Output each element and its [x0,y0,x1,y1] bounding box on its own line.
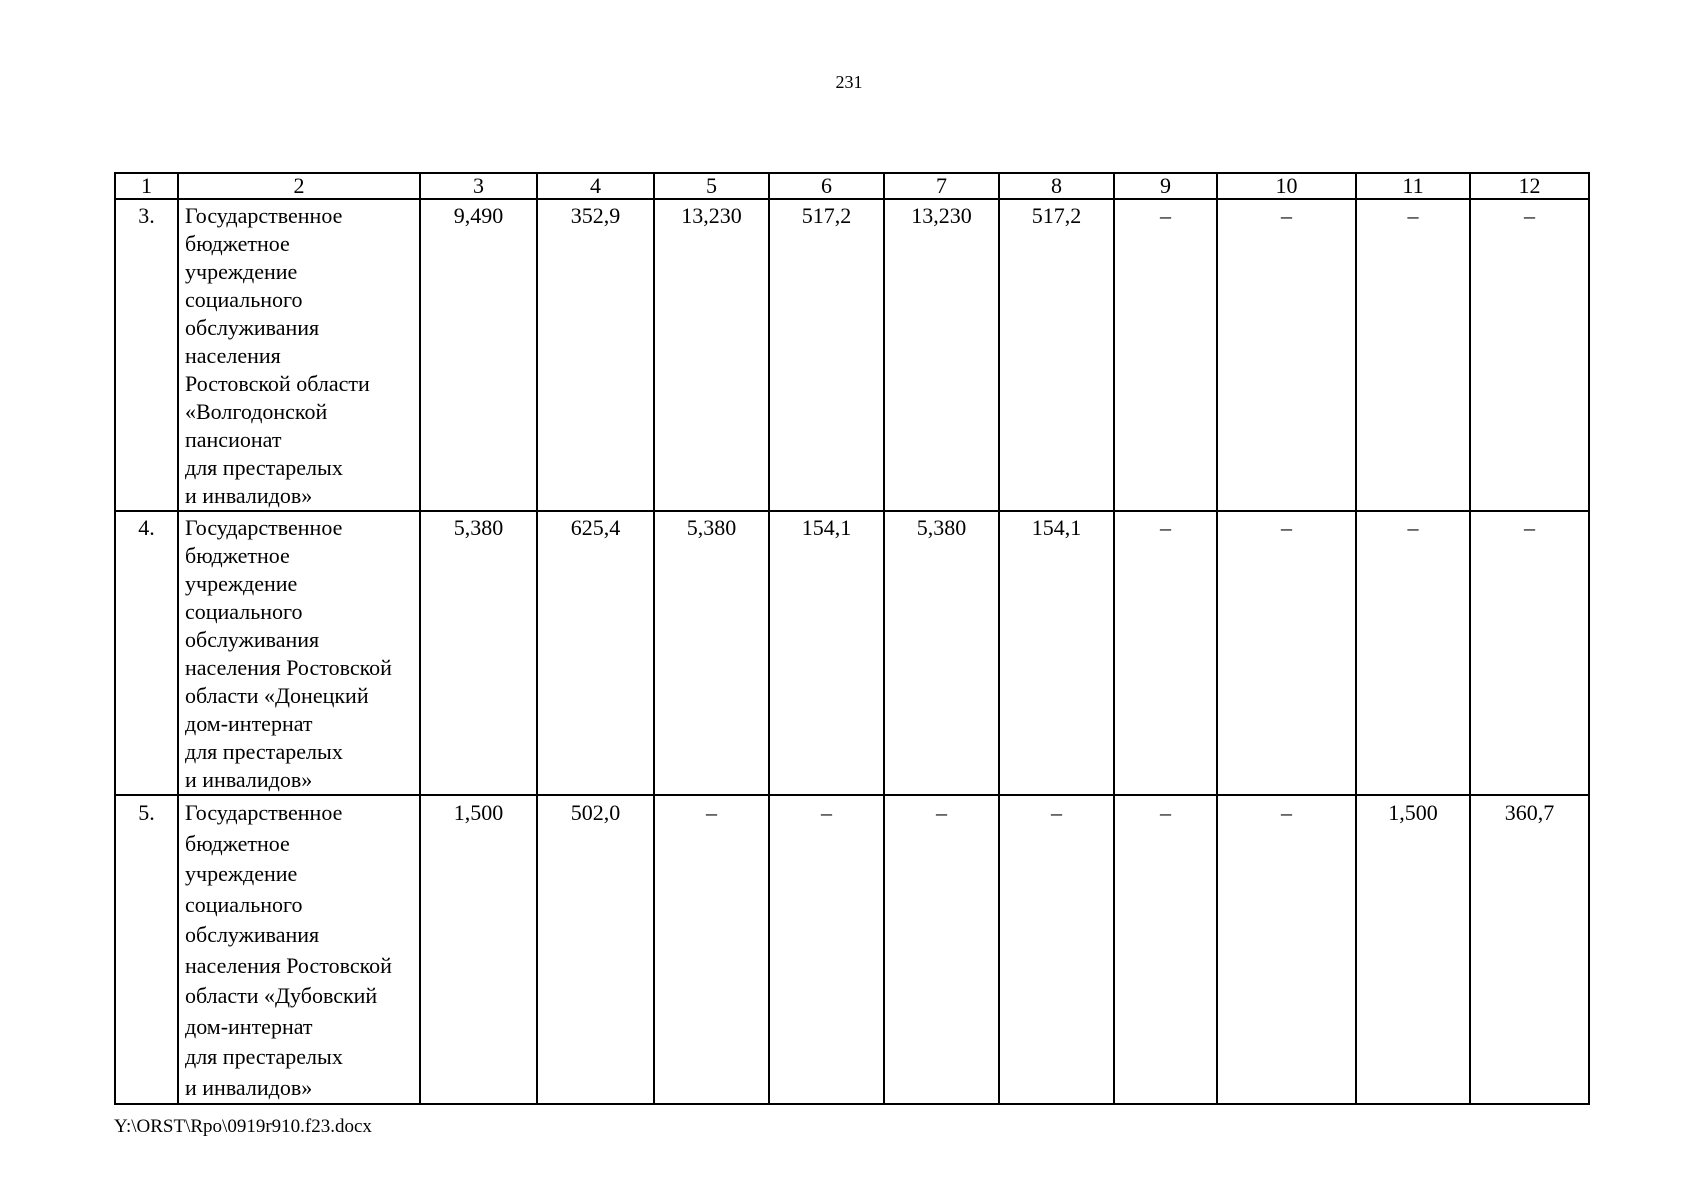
value-cell: 352,9 [537,199,654,511]
data-table [114,172,1590,1105]
value-cell: 517,2 [769,199,884,511]
row-number: 5. [115,795,178,1104]
value-cell: 360,7 [1470,795,1589,1104]
header-cell: 8 [999,173,1114,199]
header-cell: 9 [1114,173,1217,199]
header-cell: 10 [1217,173,1356,199]
value-cell: – [1217,199,1356,511]
header-cell: 3 [420,173,537,199]
footer-file-path: Y:\ORST\Rpo\0919r910.f23.docx [114,1116,372,1137]
value-cell: 13,230 [884,199,999,511]
name-line: бюджетное [185,231,290,256]
name-line: Государственное [185,515,343,540]
value-cell: – [1114,795,1217,1104]
value-cell: – [1470,199,1589,511]
name-line: учреждение [185,259,298,284]
institution-name [178,511,420,795]
value-cell: 9,490 [420,199,537,511]
name-line: и инвалидов» [185,483,313,508]
name-line: учреждение [185,571,298,596]
institution-name [178,795,420,1104]
value-cell: 502,0 [537,795,654,1104]
name-line: для престарелых [185,739,343,764]
name-line: населения [185,343,281,368]
name-line: для престарелых [185,1044,343,1069]
header-cell: 6 [769,173,884,199]
name-line: социального [185,599,303,624]
value-cell: 5,380 [420,511,537,795]
value-cell: – [1114,199,1217,511]
name-line: и инвалидов» [185,1074,313,1100]
name-line: обслуживания [185,627,320,652]
value-cell: – [1217,795,1356,1104]
value-cell: 517,2 [999,199,1114,511]
row-number: 3. [115,199,178,511]
name-line: обслуживания [185,315,320,340]
row-number: 4. [115,511,178,795]
value-cell: 5,380 [654,511,769,795]
value-cell: 5,380 [884,511,999,795]
value-cell: 625,4 [537,511,654,795]
name-line: «Волгодонской [185,399,328,424]
value-cell: 1,500 [1356,795,1470,1104]
name-line: Государственное [185,800,343,825]
name-line: населения Ростовской [185,655,392,680]
table-row [115,511,1589,795]
header-cell: 2 [178,173,420,199]
value-cell: 154,1 [999,511,1114,795]
name-line: дом-интернат [185,711,313,736]
name-line: дом-интернат [185,1013,313,1039]
value-cell: 154,1 [769,511,884,795]
header-cell: 12 [1470,173,1589,199]
header-cell: 5 [654,173,769,199]
value-cell: 1,500 [420,795,537,1104]
name-line: для престарелых [185,455,343,480]
header-cell: 1 [115,173,178,199]
table-header-row [115,173,1589,199]
name-line: учреждение [185,861,298,886]
value-cell: – [1217,511,1356,795]
name-line: обслуживания [185,922,320,947]
page-number: 231 [835,72,863,92]
name-line: пансионат [185,427,282,452]
name-line: социального [185,891,303,917]
name-line: Ростовской области [185,371,370,396]
value-cell: – [769,795,884,1104]
table-row [115,199,1589,511]
name-line: области «Дубовский [185,983,378,1008]
name-line: области «Донецкий [185,683,369,708]
name-line: населения Ростовской [185,952,392,978]
value-cell: – [1356,199,1470,511]
name-line: и инвалидов» [185,767,313,792]
value-cell: – [1470,511,1589,795]
header-cell: 4 [537,173,654,199]
name-line: бюджетное [185,830,290,856]
value-cell: – [884,795,999,1104]
value-cell: – [1114,511,1217,795]
institution-name [178,199,420,511]
value-cell: 13,230 [654,199,769,511]
name-line: социального [185,287,303,312]
value-cell: – [654,795,769,1104]
value-cell: – [1356,511,1470,795]
header-cell: 11 [1356,173,1470,199]
value-cell: – [999,795,1114,1104]
header-cell: 7 [884,173,999,199]
name-line: Государственное [185,203,343,228]
table-row [115,795,1589,1104]
name-line: бюджетное [185,543,290,568]
